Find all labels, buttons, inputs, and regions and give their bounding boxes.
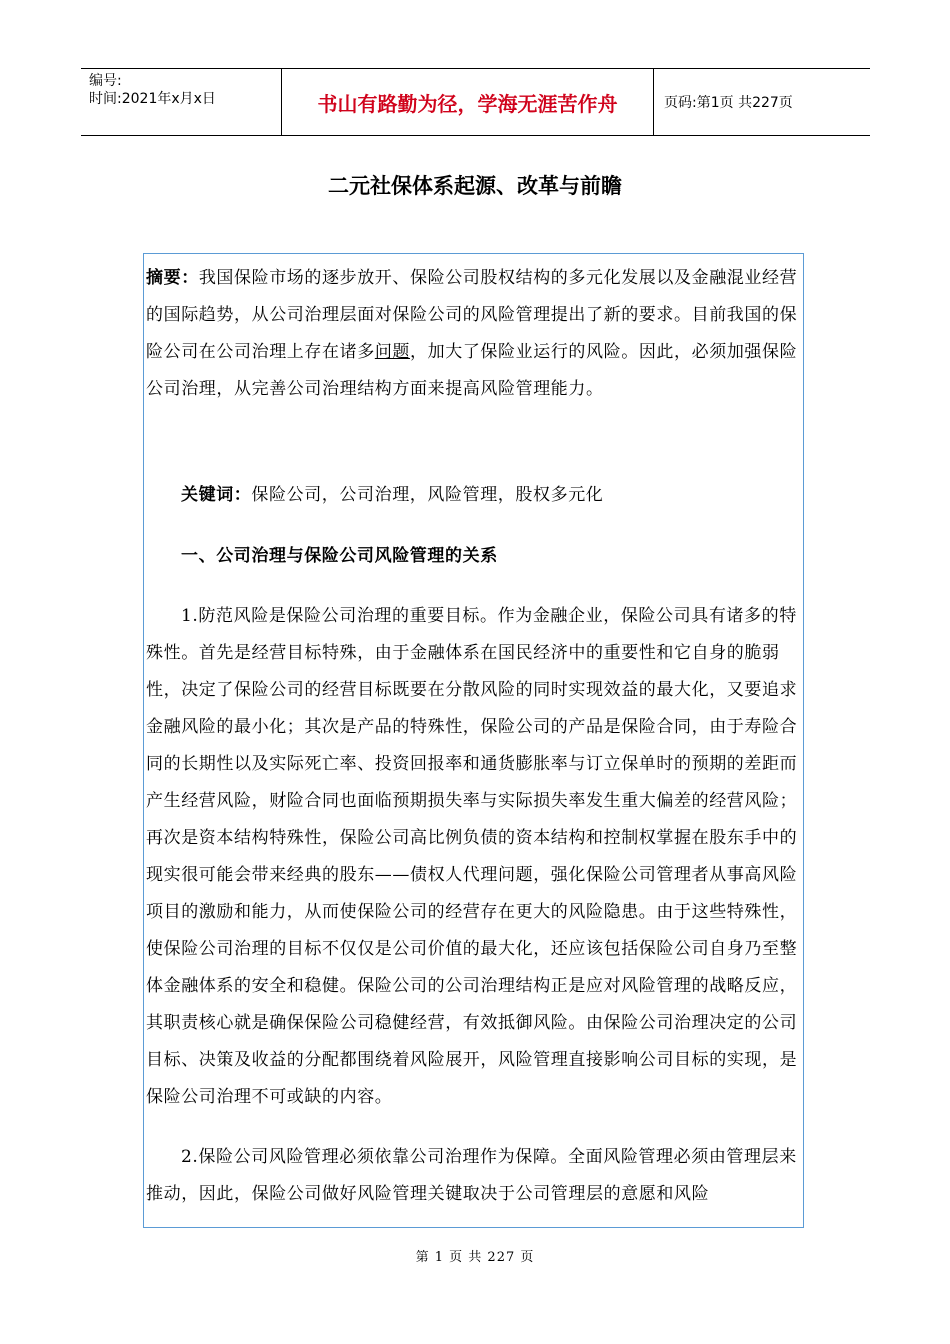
abstract-text-after: ，加大了保险业运行的风险。因此，必须加强保险公司治理，从完善公司治理结构方面来提高风险管理能力。 [146, 342, 798, 399]
page-footer: 第 1 页 共 227 页 [415, 1250, 535, 1265]
problem-link[interactable]: 问题 [374, 342, 411, 362]
date-label: 时间:2021年x月x日 [89, 91, 216, 107]
abstract-text-before: 我国保险市场的逐步放开、保险公司股权结构的多元化发展以及金融混业经营的国际趋势，从公司治理层面对保险公司的风险管理提出了新的要求。目前我国的保险公司在公司治理上存在诸多 [146, 268, 798, 362]
body-paragraph-2: 2.保险公司风险管理必须依靠公司治理作为保障。全面风险管理必须由管理层来推动，因此，保险公司做好风险管理关键取决于公司管理层的意愿和风险 [146, 1147, 797, 1204]
section-heading: 一、公司治理与保险公司风险管理的关系 [181, 546, 498, 566]
body-paragraph-1: 1.防范风险是保险公司治理的重要目标。作为金融企业，保险公司具有诸多的特殊性。首先是经营目标特殊，由于金融体系在国民经济中的重要性和它自身的脆弱性，决定了保险公司的经营目标既要在分散风险的同时实现效益的最大化，又要追求金融风险的最小化；其次是产品的特殊性，保险公司的产品是保险合同，由于寿险合同的长期性以及实际死亡率、投资回报率和通货膨胀率与订立保单时的预期的差距而产生经营风险，财险合同也面临预期损失率与实际损失率发生重大偏差的经营风险；再次是资本结构特殊性，保险公司高比例负债的资本结构和控制权掌握在股东手中的现实很可能会带来经典的股东——债权人代理问题，强化保险公司管理者从事高风险项目的激励和能力，从而使保险公司的经营存在更大的风险隐患。由于这些特殊性，使保险公司治理的目标不仅仅是公司价值的最大化，还应该包括保险公司自身乃至整体金融体系的安全和稳健。保险公司的公司治理结构正是应对风险管理的战略反应，其职责核心就是确保保险公司稳健经营，有效抵御风险。由保险公司治理决定的公司目标、决策及收益的分配都围绕着风险展开，风险管理直接影响公司目标的实现，是保险公司治理不可或缺的内容。 [146, 606, 798, 1107]
number-label: 编号: [89, 73, 122, 89]
keywords-label: 关键词： [181, 485, 252, 505]
abstract-label: 摘要： [146, 268, 199, 288]
keywords-text: 保险公司，公司治理，风险管理，股权多元化 [251, 485, 604, 505]
header-motto: 书山有路勤为径，学海无涯苦作舟 [282, 69, 654, 135]
abstract-paragraph [146, 260, 806, 408]
header-page-info: 页码:第1页 共227页 [664, 95, 793, 111]
document-header [81, 68, 870, 136]
keywords-line [146, 477, 806, 514]
document-body [146, 254, 806, 1213]
header-left-cell [81, 69, 282, 135]
document-title: 二元社保体系起源、改革与前瞻 [328, 174, 622, 198]
